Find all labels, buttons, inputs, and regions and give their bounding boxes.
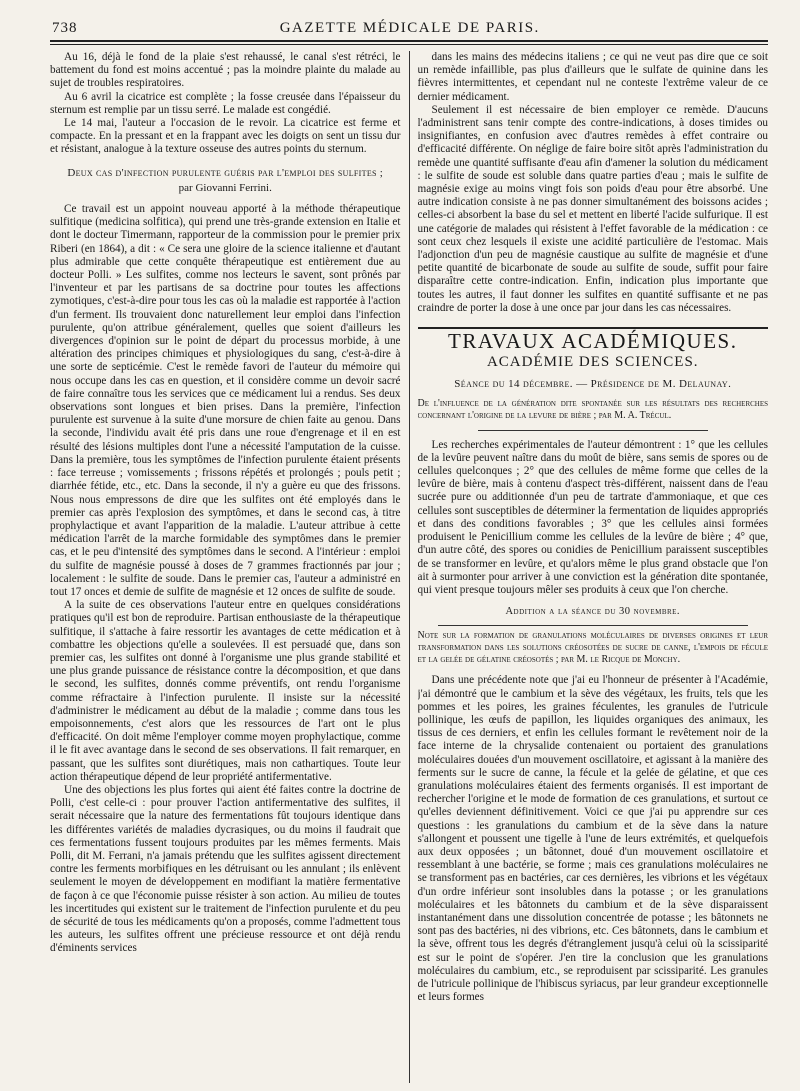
note-heading: De l'influence de la génération dite spontanée sur les résultats des recherches concernant l'origine de la levure de bière ; par M. A. Trécul.: [417, 397, 769, 421]
right-column: [418, 51, 769, 1083]
left-column: [50, 51, 401, 1083]
paragraph: Au 6 avril la cicatrice est complète ; la fosse creusée dans l'épaisseur du sternum est remplie par un tissu serré. Le malade est congédié.: [50, 90, 401, 116]
page-number: 738: [52, 20, 78, 36]
paragraph: Dans une précédente note que j'ai eu l'honneur de présenter à l'Académie, j'ai démontré que le cambium et la sève des végétaux, les fruits, tels que les pommes et les poires, les graines féculentes, les granules de l'utricule pollinique, les œufs de papillon, les liquides organiques des animaux, les tissus de ces derniers, et enfin les cellules formant le revêtement noir de la face interne de la chrysalide contenaient ou portaient des granulations moléculaires douées d'un mouvement oscillatoire, et agissant à la manière des ferments sur le sucre de canne, la fécule et la gelée de gélatine, et que ces granulations moléculaires étaient des ferments organisés. Il est important de rechercher l'origine et le mode de formation de ces granulations, et surtout ce qu'elles deviennent définitivement. Voici ce que j'ai pu apprendre sur ces questions : les granulations du cambium et de la sève dans la nature s'allongent et poussent une tigelle à l'une de leurs extrémités, et quelquefois aux deux opposées ; un bâtonnet, doué d'un mouvement oscillatoire et ressemblant à une bactérie, se forme ; mais ces granulations moléculaires ne se transforment pas en bactéries, car ces dernières, les vibrions et les végétaux d'un ordre inférieur sont insolubles dans la potasse ; or les granulations moléculaires et les bâtonnets du cambium et de la sève disparaissent instantanément dans une dissolution concentrée de potasse ; les bâtonnets ne sont pas des bactéries, ni des vibrions, etc. Ces bâtonnets, dans le cambium et la sève, offrent tous les degrés d'étranglement jusqu'à celui où la scissiparité est sur le point de s'opérer. J'en tire la conclusion que les granulations moléculaires du cambium, etc., se reproduisent par scissiparité. Les granules de l'utricule pollinique de l'hibiscus syriacus, par leur grandeur exceptionnelle et leurs formes: [417, 674, 769, 1004]
header-rule: [50, 44, 768, 45]
column-divider: [409, 51, 410, 1083]
paragraph: Une des objections les plus fortes qui aient été faites contre la doctrine de Polli, c'est celle-ci : pour prouver l'action antifermentative des sulfites, il serait nécessaire que la nature des fermentations fût toujours identique dans les différentes variétés de maladies dycrasiques, ou du moins il faudrait que ces fermentations fussent toujours produites par les mêmes ferments. Mais Polli, dit M. Ferrani, n'a jamais prétendu que les sulfites agissent directement contre les ferments morbifiques en les détruisant ou les annulant ; ils enlèvent seulement le moyen de développement en modifiant la matière fermentative de façon à ce que l'économie puisse résister à son action. Au milieu de toutes les incertitudes qui existent sur le traitement de l'infection purulente et du peu de sécurité de tous les médicaments qu'on a proposés, comme l'admettent tous les auteurs, les sulfites offrent une précieuse ressource et ont déjà rendu d'éminents services: [50, 783, 401, 955]
paragraph: Au 16, déjà le fond de la plaie s'est rehaussé, le canal s'est rétréci, le battement du fond est moins accentué ; pas la moindre plainte du malade au sujet de troubles respiratoires.: [50, 51, 401, 90]
page-header: [50, 20, 768, 42]
article-title: Deux cas d'infection purulente guéris par l'emploi des sulfites ;: [67, 166, 384, 179]
addition-heading: Addition a la séance du 30 novembre.: [505, 606, 681, 618]
paragraph: dans les mains des médecins italiens ; ce qui ne veut pas dire que ce soit un remède infaillible, pas plus d'ailleurs que le sulfate de quinine dans les fièvres intermittentes, et cependant nul ne conteste l'extrême valeur de ce dernier médicament.: [417, 51, 769, 103]
columns: [50, 51, 768, 1083]
journal-title: GAZETTE MÉDICALE DE PARIS.: [279, 20, 540, 36]
paragraph: A la suite de ces observations l'auteur entre en quelques considérations pratiques qu'il est bon de reproduire. Partisan enthousiaste de la thérapeutique sulfitique, il s'attache à faire ressortir les avantages de cette médication et à combattre les objections qu'elle a soulevées. Il est persuadé que, dans son premier cas, les sulfites ont donné à l'organisme une plus grande stabilité et une plus grande puissance de résistance contre la décomposition, et que dans le second, les sulfites, donnés comme préventifs, ont rendu l'organisme comme réfractaire à l'infection purulente. Il insiste sur la nécessité d'administrer le médicament au début de la maladie ; comme dans tous les empoisonnements, c'est alors que les ressources de l'art ont le plus d'efficacité. On doit même l'employer comme moyen prophylactique, comme il le fit avec avantage dans le second de ses observations. Il fait remarquer, en passant, que les sulfites sont diurétiques, mais non cathartiques. Toute leur action thérapeutique dépend de leur propriété antifermentative.: [50, 599, 401, 783]
note-heading: Note sur la formation de granulations moléculaires de diverses origines et leur transformation dans les solutions créosotées de sucre de canne, l'empois de fécule et la gelée de gélatine créosotés ; par M. le Ricque de Monchy.: [417, 630, 769, 666]
paragraph: Le 14 mai, l'auteur a l'occasion de le revoir. La cicatrice est ferme et compacte. En la pressant et en la frappant avec les doigts on sent un tissu dur et résistant, analogue à la texture osseuse des autres points du sternum.: [50, 117, 401, 156]
paragraph: Seulement il est nécessaire de bien employer ce remède. D'aucuns l'administrent sans tenir compte des contre-indications, à doses timides ou insignifiantes, en confusion avec d'autres remèdes à effet contraire ou d'efficacité différente. On néglige de faire boire sitôt après l'administration du remède une quantité suffisante d'eau afin d'amener la solution du médicament : le sulfite de soude est soluble dans quatre parties d'eau ; mais le sulfite de magnésie exige au moins vingt fois son poids d'eau pour être absorbé. Une autre indication consiste à ne pas donner simultanément des boissons acides ; celles-ci absorbent la base du sel et mettent en liberté l'acide sulfurique. Il est une catégorie de malades qui résistent à l'effet favorable de la médication : ce sont ceux chez lesquels il existe une acidité particulière de l'estomac. Mais l'adjonction d'un peu de magnésie caustique au sulfite de magnésie et d'une petite quantité de bicarbonate de soude au sulfite de soude, suffit pour faire disparaître cette contre-indication. Enfin, indication plus importante que toutes les autres, il faut donner les sulfites en quantité suffisante et ne pas craindre de porter la dose à une once par jour dans les cas nécessaires.: [417, 103, 769, 314]
seance-line: Séance du 14 décembre. — Présidence de M. Delaunay.: [454, 378, 732, 391]
section-heading: TRAVAUX ACADÉMIQUES.: [418, 327, 769, 348]
paragraph: Ce travail est un appoint nouveau apporté à la méthode thérapeutique sulfitique (medicina solfitica), qui prend une très-grande extension en Italie et dont le docteur Timermann, rapporteur de la commission pour le premier prix Riberi (en 1864), a dit : « Ce sera une gloire de la science italienne et d'autant plus admirable que cette conquête thérapeutique est entièrement due au docteur Polli. » Les sulfites, comme nos lecteurs le savent, sont prônés par l'inventeur et par les partisans de sa doctrine pour toutes les affections zymotiques, c'est-à-dire pour tous les cas où la maladie est rapportée à l'action d'un ferment. Ils trouvaient donc naturellement leur emploi dans l'infection purulente, qu'on attribue généralement, quelles que soient d'ailleurs les divergences d'opinion sur le point de départ du processus morbide, à une altération des principes chimiques et physiologiques du sang, c'est-à-dire à une sorte de septicémie. C'est le remède favori de l'auteur du mémoire qui nous occupe dans les cas en question, et il considère comme un devoir sacré de faire connaître tous les services que ce médicament lui a rendus. Ses deux observations sont longues et bien prises. Dans la première, l'infection purulente est survenue à la suite d'une morsure de chien faite au genou. Dans la seconde, l'individu avait été pris dans une roue d'engrenage et il en est résulté des lésions multiples dont l'une a nécessité l'amputation de la cuisse. Dans la première, tous les symptômes de l'infection purulente étaient présents : face terreuse ; vomissements ; frissons répétés et prolongés ; pouls petit ; diarrhée fétide, etc., etc. Dans la seconde, il n'y a guère eu que des frissons. Nous nous empressons de dire que les sulfites ont été employés dans le premier cas après l'explosion des symptômes, et dans le second cas, à titre prophylactique et avant l'apparition de la maladie. L'auteur attribue à cette médication l'arrêt de la marche formidable des symptômes dans le premier cas, et le peu d'intensité des symptômes dans le second. A l'intérieur : emploi du sulfite de magnésie poussé à doses de 7 grammes fractionnés par jour ; localement : le sulfite de soude. Dans le premier cas, l'auteur a administré en tout 17 onces et demie de sulfite de magnésie et 12 onces de sulfite de soude.: [50, 203, 401, 598]
divider-rule: [478, 430, 709, 431]
article-author: par Giovanni Ferrini.: [178, 181, 272, 194]
section-subheading: ACADÉMIE DES SCIENCES.: [486, 354, 699, 371]
paragraph: Les recherches expérimentales de l'auteur démontrent : 1° que les cellules de la levûre peuvent naître dans du moût de bière, sans semis de spores ou de cellules quelconques ; 2° que des cellules de même forme que celles de la levûre de bière, mais à contenu d'aspect très-différent, naissent dans de l'eau sucrée pure ou additionnée d'un peu de tartrate d'ammoniaque, et que ces cellules sont susceptibles de déterminer la fermentation de liquides appropriés et dans des conditions favorables ; 3° que les cellules ainsi formées produisent le Penicillium comme les cellules de la levûre de bière ; 4° que, d'un autre côté, des spores ou conidies de Penicillium paraissent susceptibles de se transformer en levûre, et qu'alors même le plus grand obstacle que l'on ait à surmonter pour arriver à une conviction est la génération dite spontanée, qui vient presque toujours mêler ses produits à ceux que l'on cherche.: [417, 438, 769, 596]
divider-rule: [438, 625, 749, 626]
